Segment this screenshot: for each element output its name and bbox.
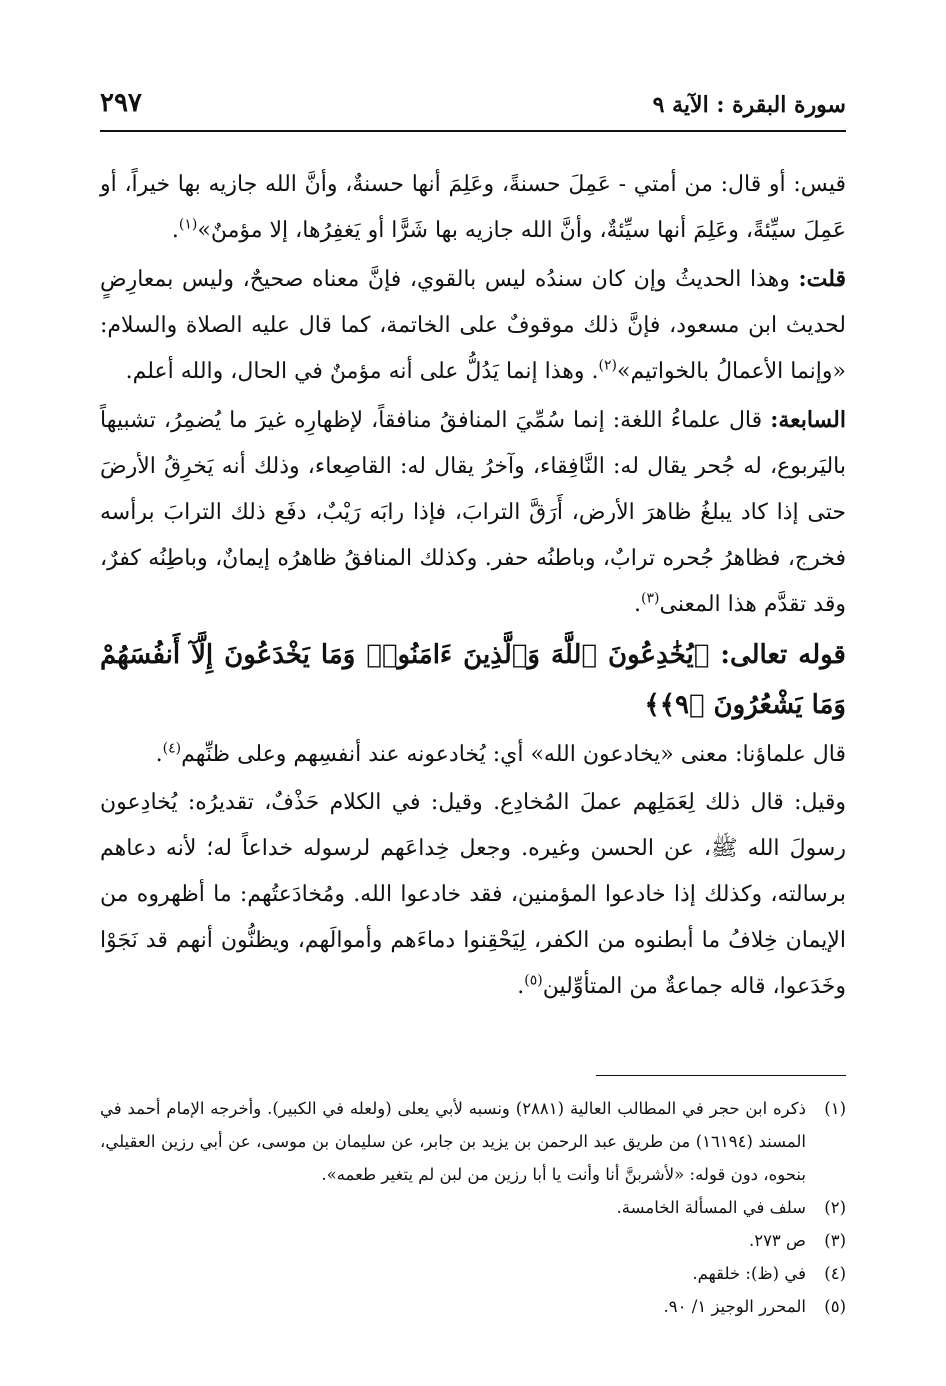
footnote-2 xyxy=(100,1191,846,1224)
footnote-text: ص ٢٧٣. xyxy=(748,1231,806,1250)
footnote-number: (٤) xyxy=(824,1264,846,1283)
paragraph-text: وهذا الحديثُ وإن كان سندُه ليس بالقوي، فإنَّ معناه صحيحٌ، وليس بمعارِضٍ لحديث ابن مسعود، فإنَّ ذلك موقوفٌ على الخاتمة، كما قال عليه الصلاة والسلام: «وإنما الأعمالُ بالخواتيم» xyxy=(100,267,846,384)
footnote-4 xyxy=(100,1257,846,1290)
footnote-number: (٣) xyxy=(824,1231,846,1250)
paragraph-tail: . وهذا إنما يَدُلُّ على أنه مؤمنٌ في الحال، والله أعلم. xyxy=(125,359,599,384)
main-text xyxy=(100,162,846,1012)
footnote-3 xyxy=(100,1224,846,1257)
paragraph-3 xyxy=(100,397,846,628)
footnote-5 xyxy=(100,1290,846,1323)
quran-verse xyxy=(100,630,846,730)
paragraph-1 xyxy=(100,162,846,254)
paragraph-tail: . xyxy=(155,742,163,767)
page-header xyxy=(100,88,846,132)
footnote-ref: (٣) xyxy=(641,590,660,607)
paragraph-text: قال علماؤنا: معنى «يخادعون الله» أي: يُخادعونه عند أنفسِهم وعلى ظنِّهم xyxy=(181,742,846,767)
footnotes xyxy=(100,1092,846,1323)
page-number: ٢٩٧ xyxy=(100,88,142,118)
paragraph-tail: . xyxy=(634,592,642,617)
paragraph-text: قيس: أو قال: من أمتي - عَمِلَ حسنةً، وعَلِمَ أنها حسنةٌ، وأنَّ الله جازيه بها خيراً، أو عَمِلَ سيِّئةً، وعَلِمَ أنها سيِّئةٌ، وأنَّ الله جازيه بها شَرًّا أو يَغفِرُها، إلا مؤمنٌ» xyxy=(100,172,846,243)
verse-label: قوله تعالى: xyxy=(720,640,846,670)
paragraph-2 xyxy=(100,256,846,395)
footnote-ref: (٤) xyxy=(162,740,182,757)
footnote-number: (١) xyxy=(824,1099,846,1118)
footnote-ref: (٢) xyxy=(598,357,617,374)
footnote-number: (٥) xyxy=(824,1297,846,1316)
footnote-number: (٢) xyxy=(824,1198,846,1217)
footnote-divider xyxy=(596,1075,846,1076)
running-title: سورة البقرة : الآية ٩ xyxy=(652,92,846,118)
footnote-text: المحرر الوجيز ١/ ٩٠. xyxy=(663,1297,806,1316)
footnote-1 xyxy=(100,1092,846,1191)
footnote-ref: (٥) xyxy=(524,972,543,989)
paragraph-lead: السابعة: xyxy=(770,407,846,433)
paragraph-tail: . xyxy=(171,218,179,243)
paragraph-text: قال علماءُ اللغة: إنما سُمِّيَ المنافقُ منافقاً، لإظهارِه غيرَ ما يُضمِرُ، تشبيهاً باليَربوع، له جُحر يقال له: النَّافِقاء، وآخرُ يقال له: القاصِعاء، وذلك أنه يَخرِقُ الأرضَ حتى إذا كاد يبلغُ ظاهرَ الأرض، أَرَقَّ الترابَ، فإذا رابَه رَيْبٌ، دفَع ذلك الترابَ برأسه فخرج، فظاهرُ جُحره ترابٌ، وباطنُه حفر. وكذلك المنافقُ ظاهرُه إيمانٌ، وباطِنُه كفرٌ، وقد تقدَّم هذا المعنى xyxy=(100,408,846,617)
paragraph-4 xyxy=(100,732,846,778)
footnote-ref: (١) xyxy=(178,216,198,233)
footnote-text: في (ظ): خلقهم. xyxy=(692,1264,806,1283)
paragraph-tail: . xyxy=(517,974,525,999)
footnote-text: ذكره ابن حجر في المطالب العالية (٢٨٨١) ونسبه لأبي يعلى (ولعله في الكبير). وأخرجه الإمام أحمد في المسند (١٦١٩٤) من طريق عبد الرحمن بن يزيد بن جابر، عن سليمان بن موسى، عن أبي رزين العقيلي، بنحوه، دون قوله: «لأشربنَّ أنا وأنت يا أبا رزين من لبن لم يتغير طعمه». xyxy=(100,1099,807,1184)
paragraph-5 xyxy=(100,780,846,1010)
paragraph-lead: قلت: xyxy=(798,266,846,292)
verse-text: ﴿يُخَٰدِعُونَ ٱللَّهَ وَٱلَّذِينَ ءَامَنُوا۟ وَمَا يَخْدَعُونَ إِلَّآ أَنفُسَهُمْ وَمَا يَشْعُرُونَ ﴿٩﴾﴾ xyxy=(100,640,846,720)
footnote-text: سلف في المسألة الخامسة. xyxy=(616,1198,806,1217)
paragraph-text: وقيل: قال ذلك لِعَمَلِهم عملَ المُخادِع. وقيل: في الكلام حَذْفٌ، تقديرُه: يُخادِعون رسولَ الله ﷺ، عن الحسن وغيره. وجعل خِداعَهم لرسوله خداعاً له؛ لأنه دعاهم برسالته، وكذلك إذا خادعوا المؤمنين، فقد خادعوا الله. ومُخادَعتُهم: ما أظهروه من الإيمان خِلافُ ما أبطنوه من الكفر، لِيَحْقِنوا دماءَهم وأموالَهم، ويظنُّون أنهم قد نَجَوْا وخَدَعوا، قاله جماعةٌ من المتأوِّلين xyxy=(100,790,846,999)
